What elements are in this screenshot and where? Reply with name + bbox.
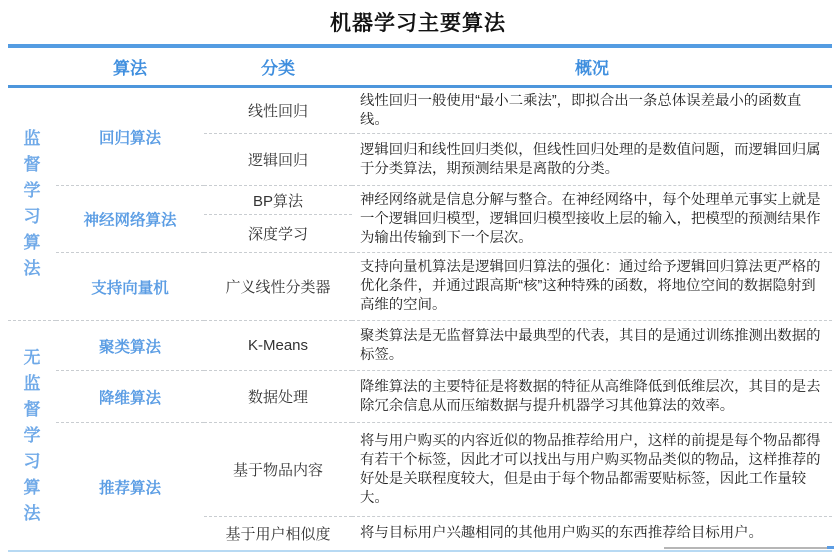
bottom-border-blue-tick [827, 546, 834, 549]
desc-svm: 支持向量机算法是逻辑回归算法的强化：通过给予逻辑回归算法更严格的优化条件，并通过跟高斯“核”这种特殊的函数，将地位空间的数据隐射到高维的空间。 [352, 253, 832, 321]
category-item-based: 基于物品内容 [204, 423, 352, 517]
desc-linear-regression: 线性回归一般使用“最小二乘法”，即拟合出一条总体误差最小的函数直线。 [360, 92, 802, 128]
group-label-unsupervised [8, 321, 56, 551]
algo-regression: 回归算法 [98, 129, 161, 147]
algo-dimension-reduction: 降维算法 [56, 371, 204, 423]
desc-dimension-reduction: 降维算法的主要特征是将数据的特征从高维降低到低维层次，其目的是去除冗余信息从而压缩数据与提升机器学习其他算法的效率。 [352, 371, 832, 423]
group-label-text: 监督学习算法 [23, 129, 41, 278]
bottom-border-gray-segment [664, 547, 828, 549]
desc-user-similarity: 将与目标用户兴趣相同的其他用户购买的东西推荐给目标用户。 [352, 517, 832, 551]
algo-svm: 支持向量机 [56, 253, 204, 321]
table-row [8, 87, 832, 134]
category-linear-regression: 线性回归 [247, 103, 308, 120]
page-title: 机器学习主要算法 [330, 12, 506, 35]
bottom-border-light [8, 550, 832, 552]
category-user-similarity: 基于用户相似度 [204, 517, 352, 551]
desc-item-based: 将与用户购买的内容近似的物品推荐给用户，这样的前提是每个物品都得有若干个标签，因此才可以找出与用户购买物品类似的物品，这样推荐的好处是关联程度较大，但是由于每个物品都需要贴标签，因此工作量较大。 [352, 423, 832, 517]
desc-neural-network: 神经网络就是信息分解与整合。在神经网络中，每个处理单元事实上就是一个逻辑回归模型，逻辑回归模型接收上层的输入，把模型的预测结果作为输出传输到下一个层次。 [352, 186, 832, 253]
algo-clustering: 聚类算法 [56, 321, 204, 371]
header-row [8, 46, 832, 87]
desc-logistic-regression: 逻辑回归和线性回归类似，但线性回归处理的是数值问题，而逻辑回归属于分类算法，期预测结果是离散的分类。 [352, 134, 832, 186]
category-bp: BP算法 [204, 186, 352, 215]
header-algorithm: 算法 [56, 46, 204, 87]
table-row [8, 423, 832, 517]
header-category: 分类 [204, 46, 352, 87]
table-row [8, 186, 832, 215]
table-row [8, 371, 832, 423]
category-data-processing: 数据处理 [204, 371, 352, 423]
algo-recommendation: 推荐算法 [56, 423, 204, 551]
table-row [8, 321, 832, 371]
table-row [8, 253, 832, 321]
header-overview: 概况 [352, 46, 832, 87]
category-generalized-linear-classifier: 广义线性分类器 [204, 253, 352, 321]
group-label-text: 无监督学习算法 [23, 347, 41, 523]
algorithms-table [8, 44, 832, 551]
category-deep-learning: 深度学习 [204, 215, 352, 253]
desc-clustering: 聚类算法是无监督算法中最典型的代表，其目的是通过训练推测出数据的标签。 [352, 321, 832, 371]
algo-neural-network: 神经网络算法 [56, 186, 204, 253]
category-kmeans: K-Means [204, 321, 352, 371]
header-group-spacer [8, 46, 56, 87]
category-logistic-regression: 逻辑回归 [204, 134, 352, 186]
group-label-supervised [8, 87, 56, 321]
